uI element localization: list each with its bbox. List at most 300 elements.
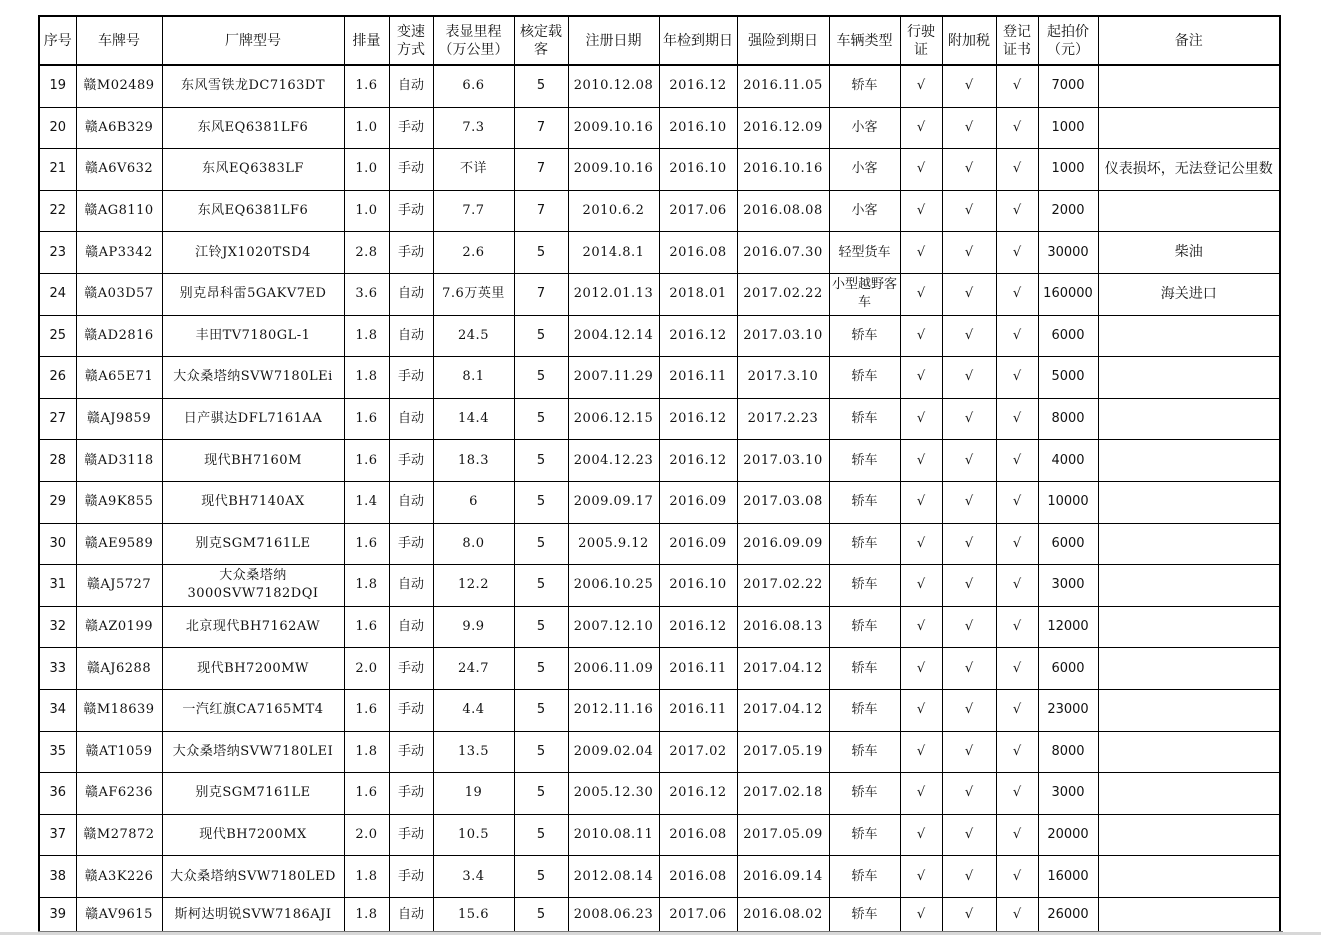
mileage-cell: 24.7 xyxy=(433,648,514,690)
brand-model-cell: 丰田TV7180GL-1 xyxy=(162,315,344,357)
tax-check-cell: √ xyxy=(942,357,996,399)
mileage-cell: 19 xyxy=(433,773,514,815)
license-check-cell: √ xyxy=(900,689,942,731)
table-row xyxy=(39,897,1280,932)
seat-capacity-cell: 5 xyxy=(514,232,568,274)
starting-price-cell: 30000 xyxy=(1038,232,1098,274)
inspection-due-cell: 2016.11 xyxy=(659,689,737,731)
displacement-cell: 2.0 xyxy=(344,648,389,690)
registration-date-cell: 2012.01.13 xyxy=(568,273,659,315)
cert-check-cell: √ xyxy=(996,357,1038,399)
insurance-due-cell: 2016.08.02 xyxy=(737,897,829,932)
mileage-cell: 10.5 xyxy=(433,814,514,856)
seat-capacity-cell: 7 xyxy=(514,273,568,315)
remark-cell xyxy=(1098,190,1280,232)
mileage-cell: 18.3 xyxy=(433,440,514,482)
starting-price-cell: 3000 xyxy=(1038,565,1098,607)
displacement-cell: 1.6 xyxy=(344,606,389,648)
seat-capacity-cell: 5 xyxy=(514,65,568,107)
starting-price-cell: 1000 xyxy=(1038,107,1098,149)
displacement-cell: 1.8 xyxy=(344,565,389,607)
serial-number-cell: 33 xyxy=(39,648,76,690)
registration-date-cell: 2010.12.08 xyxy=(568,65,659,107)
cert-check-cell: √ xyxy=(996,190,1038,232)
brand-model-cell: 现代BH7200MX xyxy=(162,814,344,856)
registration-date-cell: 2005.12.30 xyxy=(568,773,659,815)
vehicle-type-cell: 轿车 xyxy=(829,731,900,773)
table-row xyxy=(39,648,1280,690)
serial-number-cell: 19 xyxy=(39,65,76,107)
plate-number-cell: 赣A6B329 xyxy=(76,107,162,149)
insurance-due-cell: 2017.03.08 xyxy=(737,481,829,523)
displacement-cell: 1.8 xyxy=(344,731,389,773)
insurance-due-cell: 2017.04.12 xyxy=(737,648,829,690)
vehicle-type-cell: 轿车 xyxy=(829,398,900,440)
license-check-cell: √ xyxy=(900,731,942,773)
remark-cell xyxy=(1098,523,1280,565)
displacement-cell: 1.0 xyxy=(344,149,389,191)
mileage-cell: 2.6 xyxy=(433,232,514,274)
mileage-cell: 7.6万英里 xyxy=(433,273,514,315)
transmission-cell: 手动 xyxy=(389,523,433,565)
brand-model-cell: 东风雪铁龙DC7163DT xyxy=(162,65,344,107)
registration-date-cell: 2012.08.14 xyxy=(568,856,659,898)
tax-check-cell: √ xyxy=(942,481,996,523)
vehicle-type-cell: 轿车 xyxy=(829,315,900,357)
tax-check-cell: √ xyxy=(942,731,996,773)
inspection-due-cell: 2016.08 xyxy=(659,232,737,274)
tax-check-cell: √ xyxy=(942,689,996,731)
insurance-due-cell: 2017.3.10 xyxy=(737,357,829,399)
starting-price-cell: 4000 xyxy=(1038,440,1098,482)
displacement-cell: 1.0 xyxy=(344,190,389,232)
remark-cell xyxy=(1098,606,1280,648)
starting-price-cell: 10000 xyxy=(1038,481,1098,523)
tax-check-cell: √ xyxy=(942,149,996,191)
remark-cell xyxy=(1098,731,1280,773)
insurance-due-cell: 2016.12.09 xyxy=(737,107,829,149)
plate-number-cell: 赣A03D57 xyxy=(76,273,162,315)
displacement-cell: 1.6 xyxy=(344,440,389,482)
registration-date-cell: 2006.11.09 xyxy=(568,648,659,690)
cert-check-cell: √ xyxy=(996,232,1038,274)
header-row xyxy=(39,16,1280,65)
cert-check-cell: √ xyxy=(996,565,1038,607)
vehicle-type-cell: 小客 xyxy=(829,107,900,149)
seat-capacity-cell: 5 xyxy=(514,398,568,440)
table-row xyxy=(39,315,1280,357)
transmission-cell: 手动 xyxy=(389,232,433,274)
tax-check-cell: √ xyxy=(942,814,996,856)
serial-number-cell: 28 xyxy=(39,440,76,482)
column-header: 变速方式 xyxy=(389,16,433,65)
vehicle-type-cell: 小客 xyxy=(829,190,900,232)
seat-capacity-cell: 7 xyxy=(514,190,568,232)
plate-number-cell: 赣A65E71 xyxy=(76,357,162,399)
cert-check-cell: √ xyxy=(996,731,1038,773)
plate-number-cell: 赣AF6236 xyxy=(76,773,162,815)
seat-capacity-cell: 5 xyxy=(514,315,568,357)
transmission-cell: 手动 xyxy=(389,190,433,232)
registration-date-cell: 2005.9.12 xyxy=(568,523,659,565)
serial-number-cell: 20 xyxy=(39,107,76,149)
insurance-due-cell: 2017.05.19 xyxy=(737,731,829,773)
insurance-due-cell: 2017.03.10 xyxy=(737,440,829,482)
table-row xyxy=(39,190,1280,232)
transmission-cell: 自动 xyxy=(389,65,433,107)
inspection-due-cell: 2016.12 xyxy=(659,315,737,357)
registration-date-cell: 2004.12.14 xyxy=(568,315,659,357)
tax-check-cell: √ xyxy=(942,398,996,440)
plate-number-cell: 赣M27872 xyxy=(76,814,162,856)
column-header: 起拍价（元） xyxy=(1038,16,1098,65)
serial-number-cell: 22 xyxy=(39,190,76,232)
brand-model-cell: 斯柯达明锐SVW7186AJI xyxy=(162,897,344,932)
brand-model-cell: 大众桑塔纳SVW7180LEi xyxy=(162,357,344,399)
seat-capacity-cell: 5 xyxy=(514,481,568,523)
displacement-cell: 1.8 xyxy=(344,856,389,898)
vehicle-type-cell: 轿车 xyxy=(829,648,900,690)
seat-capacity-cell: 5 xyxy=(514,523,568,565)
displacement-cell: 1.6 xyxy=(344,65,389,107)
displacement-cell: 1.6 xyxy=(344,773,389,815)
insurance-due-cell: 2016.11.05 xyxy=(737,65,829,107)
brand-model-cell: 现代BH7160M xyxy=(162,440,344,482)
starting-price-cell: 6000 xyxy=(1038,523,1098,565)
tax-check-cell: √ xyxy=(942,856,996,898)
column-header: 强险到期日 xyxy=(737,16,829,65)
starting-price-cell: 7000 xyxy=(1038,65,1098,107)
license-check-cell: √ xyxy=(900,149,942,191)
registration-date-cell: 2009.09.17 xyxy=(568,481,659,523)
vehicle-type-cell: 轿车 xyxy=(829,440,900,482)
mileage-cell: 3.4 xyxy=(433,856,514,898)
cert-check-cell: √ xyxy=(996,65,1038,107)
remark-cell xyxy=(1098,773,1280,815)
seat-capacity-cell: 5 xyxy=(514,648,568,690)
remark-cell xyxy=(1098,897,1280,932)
transmission-cell: 自动 xyxy=(389,315,433,357)
brand-model-cell: 大众桑塔纳SVW7180LED xyxy=(162,856,344,898)
plate-number-cell: 赣AE9589 xyxy=(76,523,162,565)
starting-price-cell: 160000 xyxy=(1038,273,1098,315)
serial-number-cell: 31 xyxy=(39,565,76,607)
mileage-cell: 8.1 xyxy=(433,357,514,399)
serial-number-cell: 29 xyxy=(39,481,76,523)
transmission-cell: 手动 xyxy=(389,731,433,773)
cert-check-cell: √ xyxy=(996,315,1038,357)
seat-capacity-cell: 5 xyxy=(514,856,568,898)
vehicle-type-cell: 轿车 xyxy=(829,897,900,932)
displacement-cell: 1.6 xyxy=(344,398,389,440)
inspection-due-cell: 2018.01 xyxy=(659,273,737,315)
remark-cell xyxy=(1098,440,1280,482)
displacement-cell: 1.0 xyxy=(344,107,389,149)
serial-number-cell: 27 xyxy=(39,398,76,440)
mileage-cell: 12.2 xyxy=(433,565,514,607)
registration-date-cell: 2006.12.15 xyxy=(568,398,659,440)
license-check-cell: √ xyxy=(900,65,942,107)
license-check-cell: √ xyxy=(900,273,942,315)
remark-cell xyxy=(1098,357,1280,399)
registration-date-cell: 2014.8.1 xyxy=(568,232,659,274)
seat-capacity-cell: 5 xyxy=(514,606,568,648)
insurance-due-cell: 2016.08.08 xyxy=(737,190,829,232)
table-row xyxy=(39,814,1280,856)
transmission-cell: 手动 xyxy=(389,773,433,815)
insurance-due-cell: 2017.02.22 xyxy=(737,273,829,315)
seat-capacity-cell: 5 xyxy=(514,897,568,932)
registration-date-cell: 2008.06.23 xyxy=(568,897,659,932)
vehicle-type-cell: 轿车 xyxy=(829,856,900,898)
serial-number-cell: 39 xyxy=(39,897,76,932)
inspection-due-cell: 2016.08 xyxy=(659,814,737,856)
table-row xyxy=(39,65,1280,107)
mileage-cell: 8.0 xyxy=(433,523,514,565)
brand-model-cell: 别克SGM7161LE xyxy=(162,773,344,815)
cert-check-cell: √ xyxy=(996,648,1038,690)
vehicle-auction-table xyxy=(38,15,1281,932)
column-header: 排量 xyxy=(344,16,389,65)
table-row xyxy=(39,731,1280,773)
table-row xyxy=(39,232,1280,274)
vehicle-type-cell: 轿车 xyxy=(829,814,900,856)
remark-cell xyxy=(1098,315,1280,357)
serial-number-cell: 37 xyxy=(39,814,76,856)
license-check-cell: √ xyxy=(900,398,942,440)
license-check-cell: √ xyxy=(900,190,942,232)
table-row xyxy=(39,481,1280,523)
insurance-due-cell: 2016.08.13 xyxy=(737,606,829,648)
remark-cell: 仪表损坏，无法登记公里数 xyxy=(1098,149,1280,191)
displacement-cell: 1.8 xyxy=(344,897,389,932)
brand-model-cell: 现代BH7200MW xyxy=(162,648,344,690)
transmission-cell: 自动 xyxy=(389,398,433,440)
tax-check-cell: √ xyxy=(942,523,996,565)
table-row xyxy=(39,273,1280,315)
column-header: 序号 xyxy=(39,16,76,65)
remark-cell: 柴油 xyxy=(1098,232,1280,274)
column-header: 登记证书 xyxy=(996,16,1038,65)
starting-price-cell: 3000 xyxy=(1038,773,1098,815)
inspection-due-cell: 2016.09 xyxy=(659,481,737,523)
brand-model-cell: 大众桑塔纳SVW7180LEI xyxy=(162,731,344,773)
license-check-cell: √ xyxy=(900,523,942,565)
seat-capacity-cell: 5 xyxy=(514,357,568,399)
column-header: 注册日期 xyxy=(568,16,659,65)
tax-check-cell: √ xyxy=(942,107,996,149)
remark-cell xyxy=(1098,689,1280,731)
insurance-due-cell: 2017.2.23 xyxy=(737,398,829,440)
brand-model-cell: 东风EQ6383LF xyxy=(162,149,344,191)
table-row xyxy=(39,856,1280,898)
seat-capacity-cell: 5 xyxy=(514,731,568,773)
brand-model-cell: 一汽红旗CA7165MT4 xyxy=(162,689,344,731)
vehicle-type-cell: 轿车 xyxy=(829,689,900,731)
column-header: 年检到期日 xyxy=(659,16,737,65)
plate-number-cell: 赣AJ9859 xyxy=(76,398,162,440)
brand-model-cell: 别克昂科雷5GAKV7ED xyxy=(162,273,344,315)
license-check-cell: √ xyxy=(900,897,942,932)
plate-number-cell: 赣A6V632 xyxy=(76,149,162,191)
inspection-due-cell: 2016.08 xyxy=(659,856,737,898)
starting-price-cell: 6000 xyxy=(1038,315,1098,357)
insurance-due-cell: 2016.10.16 xyxy=(737,149,829,191)
transmission-cell: 手动 xyxy=(389,107,433,149)
inspection-due-cell: 2016.09 xyxy=(659,523,737,565)
serial-number-cell: 23 xyxy=(39,232,76,274)
plate-number-cell: 赣AP3342 xyxy=(76,232,162,274)
transmission-cell: 手动 xyxy=(389,357,433,399)
serial-number-cell: 30 xyxy=(39,523,76,565)
registration-date-cell: 2010.08.11 xyxy=(568,814,659,856)
tax-check-cell: √ xyxy=(942,773,996,815)
cert-check-cell: √ xyxy=(996,398,1038,440)
displacement-cell: 3.6 xyxy=(344,273,389,315)
remark-cell xyxy=(1098,65,1280,107)
insurance-due-cell: 2017.02.22 xyxy=(737,565,829,607)
license-check-cell: √ xyxy=(900,232,942,274)
insurance-due-cell: 2017.05.09 xyxy=(737,814,829,856)
inspection-due-cell: 2016.10 xyxy=(659,149,737,191)
license-check-cell: √ xyxy=(900,606,942,648)
cert-check-cell: √ xyxy=(996,149,1038,191)
license-check-cell: √ xyxy=(900,565,942,607)
table-row xyxy=(39,606,1280,648)
vehicle-type-cell: 轿车 xyxy=(829,606,900,648)
cert-check-cell: √ xyxy=(996,689,1038,731)
insurance-due-cell: 2016.07.30 xyxy=(737,232,829,274)
inspection-due-cell: 2016.12 xyxy=(659,65,737,107)
transmission-cell: 自动 xyxy=(389,897,433,932)
registration-date-cell: 2007.12.10 xyxy=(568,606,659,648)
plate-number-cell: 赣A9K855 xyxy=(76,481,162,523)
tax-check-cell: √ xyxy=(942,232,996,274)
starting-price-cell: 2000 xyxy=(1038,190,1098,232)
remark-cell xyxy=(1098,814,1280,856)
mileage-cell: 15.6 xyxy=(433,897,514,932)
cert-check-cell: √ xyxy=(996,107,1038,149)
mileage-cell: 24.5 xyxy=(433,315,514,357)
serial-number-cell: 21 xyxy=(39,149,76,191)
brand-model-cell: 现代BH7140AX xyxy=(162,481,344,523)
insurance-due-cell: 2017.04.12 xyxy=(737,689,829,731)
tax-check-cell: √ xyxy=(942,315,996,357)
tax-check-cell: √ xyxy=(942,440,996,482)
starting-price-cell: 20000 xyxy=(1038,814,1098,856)
insurance-due-cell: 2016.09.09 xyxy=(737,523,829,565)
remark-cell xyxy=(1098,398,1280,440)
inspection-due-cell: 2016.11 xyxy=(659,648,737,690)
seat-capacity-cell: 5 xyxy=(514,689,568,731)
column-header: 厂牌型号 xyxy=(162,16,344,65)
starting-price-cell: 5000 xyxy=(1038,357,1098,399)
vehicle-type-cell: 轿车 xyxy=(829,565,900,607)
license-check-cell: √ xyxy=(900,315,942,357)
tax-check-cell: √ xyxy=(942,897,996,932)
column-header: 核定载客 xyxy=(514,16,568,65)
seat-capacity-cell: 5 xyxy=(514,565,568,607)
vehicle-type-cell: 轿车 xyxy=(829,523,900,565)
column-header: 附加税 xyxy=(942,16,996,65)
mileage-cell: 7.3 xyxy=(433,107,514,149)
starting-price-cell: 26000 xyxy=(1038,897,1098,932)
registration-date-cell: 2010.6.2 xyxy=(568,190,659,232)
mileage-cell: 6 xyxy=(433,481,514,523)
serial-number-cell: 26 xyxy=(39,357,76,399)
transmission-cell: 手动 xyxy=(389,814,433,856)
mileage-cell: 6.6 xyxy=(433,65,514,107)
seat-capacity-cell: 5 xyxy=(514,773,568,815)
displacement-cell: 2.8 xyxy=(344,232,389,274)
table-row xyxy=(39,440,1280,482)
column-header: 车牌号 xyxy=(76,16,162,65)
plate-number-cell: 赣AV9615 xyxy=(76,897,162,932)
cert-check-cell: √ xyxy=(996,523,1038,565)
displacement-cell: 1.4 xyxy=(344,481,389,523)
mileage-cell: 7.7 xyxy=(433,190,514,232)
mileage-cell: 13.5 xyxy=(433,731,514,773)
brand-model-cell: 大众桑塔纳3000SVW7182DQI xyxy=(162,565,344,607)
inspection-due-cell: 2016.12 xyxy=(659,606,737,648)
serial-number-cell: 38 xyxy=(39,856,76,898)
starting-price-cell: 6000 xyxy=(1038,648,1098,690)
insurance-due-cell: 2016.09.14 xyxy=(737,856,829,898)
transmission-cell: 手动 xyxy=(389,856,433,898)
inspection-due-cell: 2016.10 xyxy=(659,565,737,607)
serial-number-cell: 34 xyxy=(39,689,76,731)
vehicle-type-cell: 轿车 xyxy=(829,65,900,107)
tax-check-cell: √ xyxy=(942,565,996,607)
table-row xyxy=(39,689,1280,731)
registration-date-cell: 2006.10.25 xyxy=(568,565,659,607)
transmission-cell: 手动 xyxy=(389,149,433,191)
vehicle-type-cell: 小客 xyxy=(829,149,900,191)
inspection-due-cell: 2017.06 xyxy=(659,190,737,232)
plate-number-cell: 赣A3K226 xyxy=(76,856,162,898)
vehicle-type-cell: 轿车 xyxy=(829,773,900,815)
plate-number-cell: 赣M18639 xyxy=(76,689,162,731)
transmission-cell: 自动 xyxy=(389,481,433,523)
mileage-cell: 9.9 xyxy=(433,606,514,648)
transmission-cell: 自动 xyxy=(389,565,433,607)
remark-cell: 海关进口 xyxy=(1098,273,1280,315)
seat-capacity-cell: 7 xyxy=(514,149,568,191)
plate-number-cell: 赣AD2816 xyxy=(76,315,162,357)
inspection-due-cell: 2016.12 xyxy=(659,440,737,482)
table-row xyxy=(39,523,1280,565)
column-header: 备注 xyxy=(1098,16,1280,65)
serial-number-cell: 35 xyxy=(39,731,76,773)
cert-check-cell: √ xyxy=(996,856,1038,898)
tax-check-cell: √ xyxy=(942,190,996,232)
vehicle-type-cell: 小型越野客车 xyxy=(829,273,900,315)
vehicle-type-cell: 轻型货车 xyxy=(829,232,900,274)
mileage-cell: 不详 xyxy=(433,149,514,191)
starting-price-cell: 8000 xyxy=(1038,398,1098,440)
plate-number-cell: 赣AG8110 xyxy=(76,190,162,232)
brand-model-cell: 江铃JX1020TSD4 xyxy=(162,232,344,274)
tax-check-cell: √ xyxy=(942,606,996,648)
cert-check-cell: √ xyxy=(996,606,1038,648)
registration-date-cell: 2009.10.16 xyxy=(568,149,659,191)
transmission-cell: 自动 xyxy=(389,273,433,315)
plate-number-cell: 赣AJ5727 xyxy=(76,565,162,607)
table-row xyxy=(39,398,1280,440)
seat-capacity-cell: 7 xyxy=(514,107,568,149)
displacement-cell: 1.6 xyxy=(344,523,389,565)
remark-cell xyxy=(1098,648,1280,690)
